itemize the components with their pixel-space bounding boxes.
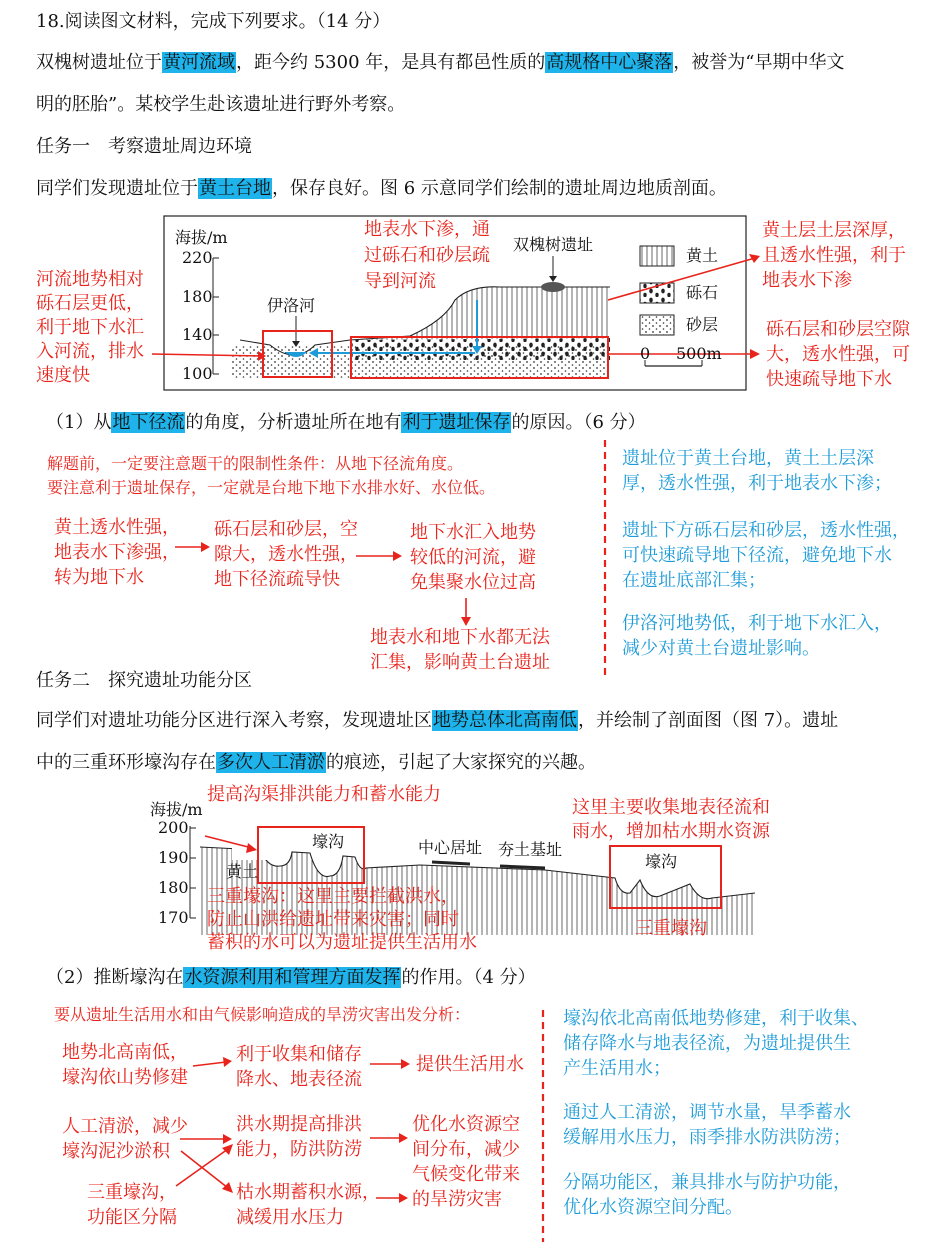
fig6-tick: 140 xyxy=(182,325,213,344)
fig6-note-left: 河流地势相对 砾石层更低， 利于地下水汇 入河流，排水 速度快 xyxy=(36,269,144,386)
q2-prompt: （2）推断壕沟在水资源利用和管理方面发挥的作用。（4 分） xyxy=(46,967,536,988)
highlight: 多次人工清淤 xyxy=(217,752,325,773)
legend-gravel: 砾石 xyxy=(686,283,719,302)
highlight: 高规格中心聚落 xyxy=(546,52,673,73)
fig7-tick: 190 xyxy=(158,848,189,867)
q2-tip: 要从遗址生活用水和由气候影响造成的旱涝灾害出发分析： xyxy=(54,1005,471,1024)
q1-flow-4: 地表水和地下水都无法 汇集，影响黄土台遗址 xyxy=(370,627,550,673)
highlight: 地势总体北高南低 xyxy=(433,710,577,731)
task1-heading: 任务一 考察遗址周边环境 xyxy=(36,136,252,157)
highlight: 地下径流 xyxy=(112,412,185,433)
q2-node-1: 地势北高南低， 壕沟依山势修建 xyxy=(62,1042,188,1088)
fig7-soil-label: 黄土 xyxy=(226,862,259,881)
q2-node-8: 枯水期蓄积水源， 减缓用水压力 xyxy=(236,1182,380,1228)
fig7-ylabel: 海拔/m xyxy=(150,800,203,819)
q2-node-5: 洪水期提高排洪 能力，防洪防涝 xyxy=(236,1114,362,1160)
q2-node-3: 提供生活用水 xyxy=(416,1054,524,1075)
fig7-note-2: 这里主要收集地表径流和 雨水，增加枯水期水资源 xyxy=(572,797,770,842)
highlight: 水资源利用和管理方面发挥 xyxy=(184,967,401,988)
q2-node-6: 优化水资源空 间分布，减少 气候变化带来 的旱涝灾害 xyxy=(412,1114,520,1210)
fig6-note-top: 地表水下渗，通 过砾石和砂层疏 导到河流 xyxy=(364,219,490,292)
q1-flow-1: 黄土透水性强， 地表水下渗强， 转为地下水 xyxy=(54,517,180,588)
highlight: 利于遗址保存 xyxy=(402,412,511,433)
task1-text: 同学们发现遗址位于黄土台地，保存良好。图 6 示意同学们绘制的遗址周边地质剖面。 xyxy=(36,178,727,199)
q2-node-7: 三重壕沟， 功能区分隔 xyxy=(87,1182,177,1228)
q1-answer-3: 伊洛河地势低，利于地下水汇入， 减少对黄土台遗址影响。 xyxy=(622,613,892,659)
q2-node-4: 人工清淤，减少 壕沟泥沙淤积 xyxy=(62,1116,188,1162)
fig7-moat-label-south: 壕沟 xyxy=(645,852,678,871)
fig6-tick: 220 xyxy=(182,248,213,267)
fig6-note-right-bottom: 砾石层和砂层空隙 大，透水性强，可 快速疏导地下水 xyxy=(766,319,910,390)
fig6-tick: 180 xyxy=(182,287,213,306)
fig7-tick: 170 xyxy=(158,908,189,927)
legend-loess: 黄土 xyxy=(686,246,719,265)
highlight: 黄土台地 xyxy=(199,178,271,199)
fig7-moat-label-north: 壕沟 xyxy=(312,832,345,851)
q1-flow-2: 砾石层和砂层，空 隙大，透水性强， 地下径流疏导快 xyxy=(214,519,358,590)
q1-prompt: （1）从地下径流的角度，分析遗址所在地有利于遗址保存的原因。（6 分） xyxy=(46,412,646,433)
fig7-tick: 180 xyxy=(158,878,189,897)
q1-answer-2: 遗址下方砾石层和砂层，透水性强， 可快速疏导地下径流，避免地下水 在遗址底部汇集； xyxy=(622,520,910,591)
task2-line-2: 中的三重环形壕沟存在多次人工清淤的痕迹，引起了大家探究的兴趣。 xyxy=(36,752,596,773)
q2-node-2: 利于收集和储存 降水、地表径流 xyxy=(236,1044,362,1090)
intro-line-1: 双槐树遗址位于黄河流域，距今约 5300 年，是具有都邑性质的高规格中心聚落，被誉为“早期中华文 xyxy=(36,52,845,73)
q2-answer-1: 壕沟依北高南低地势修建，利于收集、 储存降水与地表径流，为遗址提供生 产生活用水； xyxy=(563,1008,869,1079)
fig7-rammed-base: 夯土基址 xyxy=(498,840,563,859)
q2-answer-2: 通过人工清淤，调节水量，旱季蓄水 缓解用水压力，雨季排水防洪防涝； xyxy=(563,1102,851,1148)
intro-line-2: 明的胚胎”。某校学生赴该遗址进行野外考察。 xyxy=(36,94,406,115)
highlight: 黄河流域 xyxy=(163,52,235,73)
q1-answer-1: 遗址位于黄土台地，黄土土层深 厚，透水性强，利于地表水下渗； xyxy=(622,448,892,494)
task2-heading: 任务二 探究遗址功能分区 xyxy=(36,670,252,691)
fig6-note-right-top: 黄土层土层深厚， 且透水性强，利于 地表水下渗 xyxy=(762,220,906,291)
fig6-ylabel: 海拔/m xyxy=(175,228,228,247)
fig6-tick: 100 xyxy=(182,364,213,383)
legend-sand: 砂层 xyxy=(686,315,719,334)
fig7-note-3: 三重壕沟：这里主要拦截洪水， 防止山洪给遗址带来灾害；同时 蓄积的水可以为遗址提供生活用水 xyxy=(207,886,477,953)
river-label: 伊洛河 xyxy=(267,296,316,315)
q2-answer-3: 分隔功能区，兼具排水与防护功能， 优化水资源空间分配。 xyxy=(563,1172,851,1218)
q1-tip: 解题前，一定要注意题干的限制性条件：从地下径流角度。 要注意利于遗址保存，一定就是台地下地下水排水好、水位低。 xyxy=(47,454,496,497)
site-label: 双槐树遗址 xyxy=(513,235,594,254)
question-title: 18.阅读图文材料，完成下列要求。（14 分） xyxy=(36,11,391,32)
scale-zero: 0 xyxy=(640,344,651,363)
task2-line-1: 同学们对遗址功能分区进行深入考察，发现遗址区地势总体北高南低，并绘制了剖面图（图 7）。遗址 xyxy=(36,710,839,731)
fig7-center-residence: 中心居址 xyxy=(418,838,483,857)
fig7-note-1: 提高沟渠排洪能力和蓄水能力 xyxy=(207,784,441,805)
scale-length: 500m xyxy=(676,344,722,363)
q1-flow-3: 地下水汇入地势 较低的河流，避 免集聚水位过高 xyxy=(410,522,536,593)
fig7-tick: 200 xyxy=(158,818,189,837)
fig7-note-4: 三重壕沟 xyxy=(635,918,707,939)
